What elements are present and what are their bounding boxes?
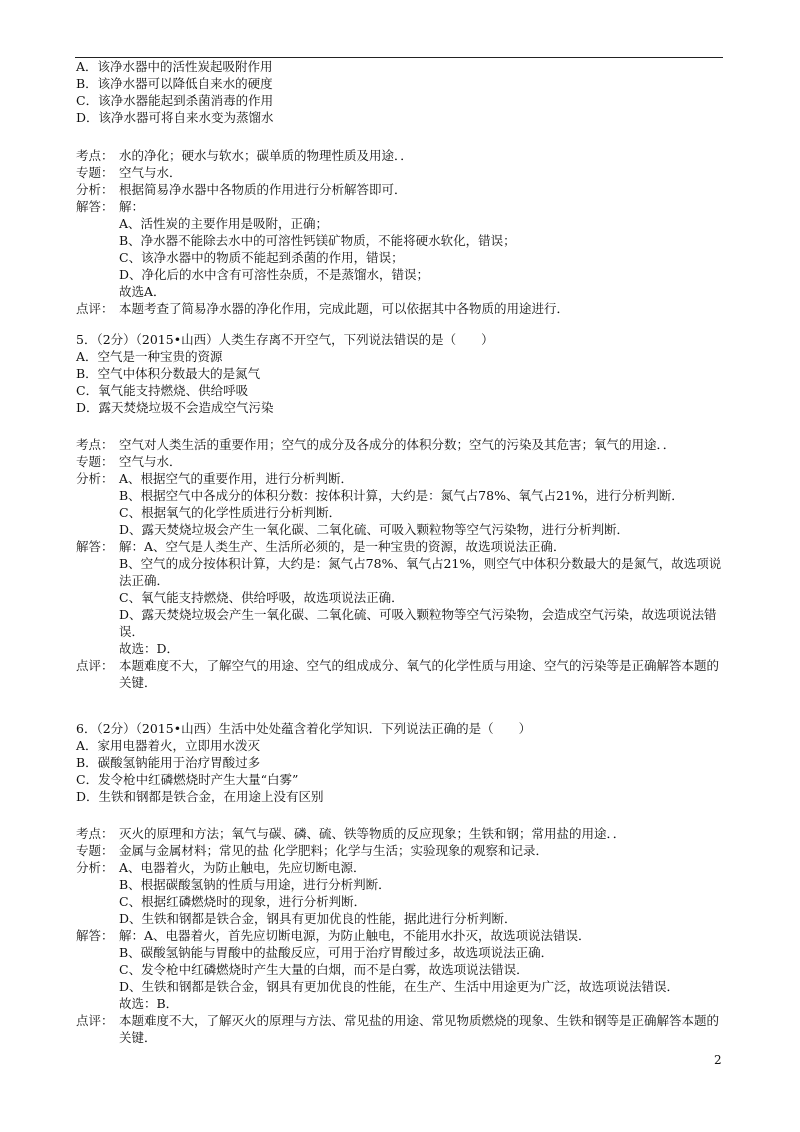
option-c: C．氧气能支持燃烧、供给呼吸 xyxy=(76,383,249,398)
zhuanti-label: 专题： xyxy=(76,843,114,858)
fenxi-row xyxy=(76,181,726,198)
fenxi-text: A、根据空气的重要作用，进行分析判断． xyxy=(119,471,354,486)
jieda-line: C、氧气能支持燃烧、供给呼吸，故选项说法正确． xyxy=(119,590,404,605)
kaodian-label: 考点： xyxy=(76,437,114,452)
zhuanti-text: 金属与金属材料；常见的盐 化学肥料；化学与生活；实验现象的观察和记录． xyxy=(119,843,548,858)
jieda-line: D、生铁和钢都是铁合金，钢具有更加优良的性能，在生产、生活中用途更为广泛，故选项说法错误． xyxy=(119,979,680,994)
dianping-row xyxy=(76,1012,726,1046)
jieda-text: 解：A、空气是人类生产、生活所必须的，是一种宝贵的资源，故选项说法正确． xyxy=(119,539,566,554)
fenxi-text: A、电器着火，为防止触电，先应切断电源． xyxy=(119,860,366,875)
dianping-text: 本题难度不大，了解灭火的原理与方法、常见盐的用途、常见物质燃烧的现象、生铁和钢等是正确解答本题的关键． xyxy=(119,1013,720,1045)
jieda-row xyxy=(76,538,726,555)
fenxi-label: 分析： xyxy=(76,182,114,197)
jieda-line: 故选：B． xyxy=(119,996,179,1011)
jieda-label: 解答： xyxy=(76,199,114,214)
dianping-row xyxy=(76,300,726,317)
question-6-analysis xyxy=(76,825,726,1046)
fenxi-line: D、生铁和钢都是铁合金，钢具有更加优良的性能，据此进行分析判断． xyxy=(119,911,517,926)
jieda-line: A、活性炭的主要作用是吸附，正确； xyxy=(119,216,329,231)
kaodian-row xyxy=(76,147,726,164)
option-c: C．该净水器能起到杀菌消毒的作用 xyxy=(76,93,274,108)
question-stem: 5．（2分）（2015•山西）人类生存离不开空气，下列说法错误的是（ ） xyxy=(76,332,494,347)
dianping-row xyxy=(76,657,726,691)
question-6 xyxy=(76,720,726,805)
fenxi-row xyxy=(76,470,726,487)
kaodian-label: 考点： xyxy=(76,826,114,841)
dianping-label: 点评： xyxy=(76,658,114,673)
jieda-row xyxy=(76,927,726,944)
jieda-line: 故选A． xyxy=(119,284,166,299)
jieda-line: B、净水器不能除去水中的可溶性钙镁矿物质，不能将硬水软化，错误； xyxy=(119,233,516,248)
fenxi-label: 分析： xyxy=(76,860,114,875)
question-4-options xyxy=(76,58,726,126)
fenxi-line: B、根据空气中各成分的体积分数：按体积计算，大约是：氮气占78%、氧气占21%，进行分析判断． xyxy=(119,488,684,503)
zhuanti-label: 专题： xyxy=(76,165,114,180)
dianping-text: 本题考查了简易净水器的净化作用，完成此题，可以依据其中各物质的用途进行． xyxy=(119,301,570,316)
dianping-label: 点评： xyxy=(76,301,114,316)
jieda-line: B、碳酸氢钠能与胃酸中的盐酸反应，可用于治疗胃酸过多，故选项说法正确． xyxy=(119,945,554,960)
fenxi-text: 根据简易净水器中各物质的作用进行分析解答即可． xyxy=(119,182,407,197)
question-5 xyxy=(76,331,726,416)
dianping-text: 本题难度不大，了解空气的用途、空气的组成成分、氧气的化学性质与用途、空气的污染等是正确解答本题的关键． xyxy=(119,658,720,690)
option-c: C．发令枪中红磷燃烧时产生大量“白雾” xyxy=(76,772,299,787)
jieda-row xyxy=(76,198,726,215)
jieda-text: 解：A、电器着火，首先应切断电源，为防止触电，不能用水扑灭，故选项说法错误． xyxy=(119,928,591,943)
option-a: A．空气是一种宝贵的资源 xyxy=(76,349,223,364)
option-b: B．空气中体积分数最大的是氮气 xyxy=(76,366,261,381)
jieda-line: C、发令枪中红磷燃烧时产生大量的白烟，而不是白雾，故选项说法错误． xyxy=(119,962,529,977)
option-a: A．该净水器中的活性炭起吸附作用 xyxy=(76,59,273,74)
option-b: B．碳酸氢钠能用于治疗胃酸过多 xyxy=(76,755,261,770)
jieda-line: B、空气的成分按体积计算，大约是：氮气占78%、氧气占21%，则空气中体积分数最大的是氮气，故选项说法正确． xyxy=(119,556,722,588)
kaodian-text: 水的净化；硬水与软水；碳单质的物理性质及用途．． xyxy=(119,148,413,163)
jieda-line: C、该净水器中的物质不能起到杀菌的作用，错误； xyxy=(119,250,404,265)
jieda-line: 故选：D． xyxy=(119,641,180,656)
option-d: D．生铁和钢都是铁合金，在用途上没有区别 xyxy=(76,789,324,804)
fenxi-row xyxy=(76,859,726,876)
zhuanti-text: 空气与水． xyxy=(119,165,182,180)
fenxi-label: 分析： xyxy=(76,471,114,486)
fenxi-line: B、根据碳酸氢钠的性质与用途，进行分析判断． xyxy=(119,877,391,892)
kaodian-text: 空气对人类生活的重要作用；空气的成分及各成分的体积分数；空气的污染及其危害；氧气的用途．． xyxy=(119,437,676,452)
jieda-line: D、露天焚烧垃圾会产生一氧化碳、二氧化硫、可吸入颗粒物等空气污染物，会造成空气污染，故选项说法错误． xyxy=(119,607,717,639)
kaodian-row xyxy=(76,825,726,842)
question-stem: 6．（2分）（2015•山西）生活中处处蕴含着化学知识．下列说法正确的是（ ） xyxy=(76,721,532,736)
kaodian-label: 考点： xyxy=(76,148,114,163)
option-b: B．该净水器可以降低自来水的硬度 xyxy=(76,76,273,91)
option-a: A．家用电器着火，立即用水泼灭 xyxy=(76,738,261,753)
kaodian-text: 灭火的原理和方法；氧气与碳、磷、硫、铁等物质的反应现象；生铁和钢；常用盐的用途．． xyxy=(119,826,626,841)
jieda-label: 解答： xyxy=(76,539,114,554)
jieda-line: D、净化后的水中含有可溶性杂质，不是蒸馏水，错误； xyxy=(119,267,430,282)
jieda-text: 解： xyxy=(119,199,145,214)
kaodian-row xyxy=(76,436,726,453)
dianping-label: 点评： xyxy=(76,1013,114,1028)
fenxi-line: C、根据红磷燃烧时的现象，进行分析判断． xyxy=(119,894,367,909)
fenxi-line: C、根据氧气的化学性质进行分析判断． xyxy=(119,505,342,520)
option-d: D．露天焚烧垃圾不会造成空气污染 xyxy=(76,400,274,415)
zhuanti-row xyxy=(76,164,726,181)
page-number: 2 xyxy=(714,1053,722,1067)
option-d: D．该净水器可将自来水变为蒸馏水 xyxy=(76,110,274,125)
zhuanti-row xyxy=(76,842,726,859)
zhuanti-text: 空气与水． xyxy=(119,454,182,469)
zhuanti-row xyxy=(76,453,726,470)
zhuanti-label: 专题： xyxy=(76,454,114,469)
question-5-analysis xyxy=(76,436,726,691)
fenxi-line: D、露天焚烧垃圾会产生一氧化碳、二氧化硫、可吸入颗粒物等空气污染物，进行分析判断． xyxy=(119,522,630,537)
question-4-analysis xyxy=(76,147,726,317)
jieda-label: 解答： xyxy=(76,928,114,943)
